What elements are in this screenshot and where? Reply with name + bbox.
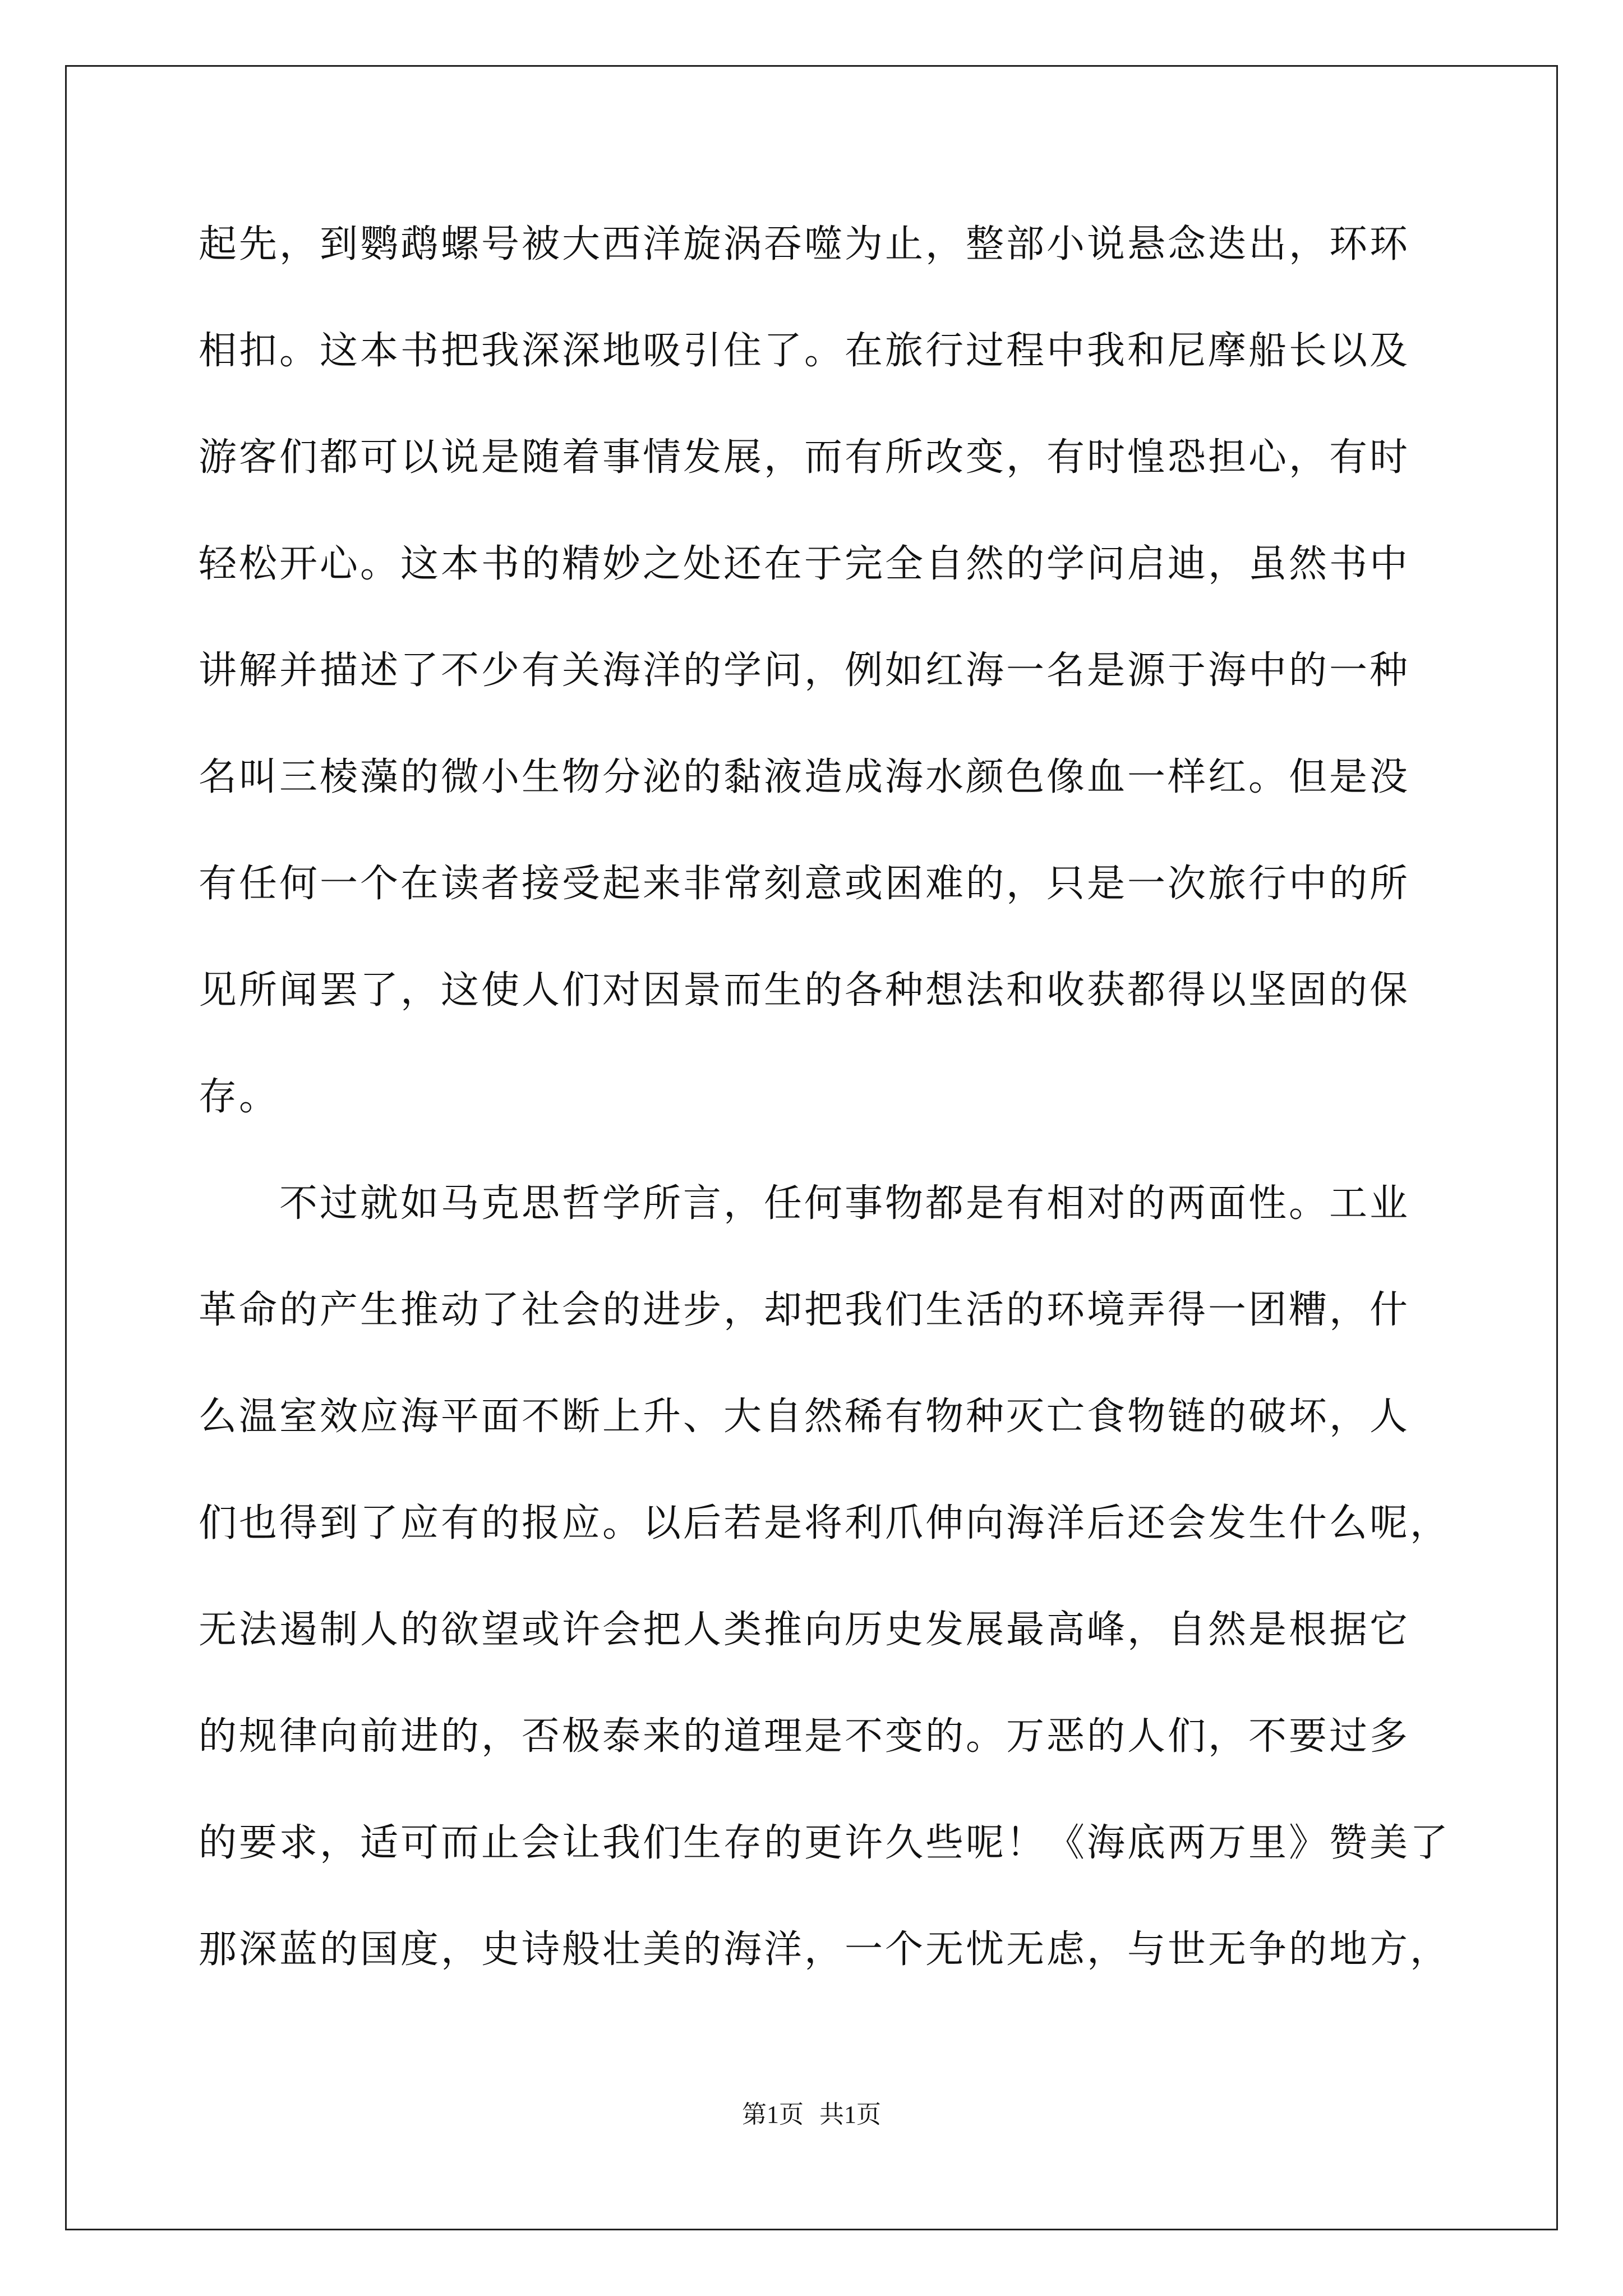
page-total: 共1页 bbox=[819, 2101, 881, 2128]
text-line: 有任何一个在读者接受起来非常刻意或困难的，只是一次旅行中的所 bbox=[199, 862, 1410, 906]
text-line: 们也得到了应有的报应。以后若是将利爪伸向海洋后还会发生什么呢， bbox=[199, 1501, 1451, 1545]
text-line: 起先，到鹦鹉螺号被大西洋旋涡吞噬为止，整部小说悬念迭出，环环 bbox=[199, 222, 1410, 266]
text-line: 相扣。这本书把我深深地吸引住了。在旅行过程中我和尼摩船长以及 bbox=[199, 329, 1410, 373]
page-number: 第1页 bbox=[742, 2101, 804, 2128]
text-line: 游客们都可以说是随着事情发展，而有所改变，有时惶恐担心，有时 bbox=[199, 435, 1410, 480]
text-line: 么温室效应海平面不断上升、大自然稀有物种灭亡食物链的破坏，人 bbox=[199, 1395, 1410, 1439]
text-line: 讲解并描述了不少有关海洋的学问，例如红海一名是源于海中的一种 bbox=[199, 648, 1410, 693]
text-line: 见所闻罢了，这使人们对因景而生的各种想法和收获都得以坚固的保 bbox=[199, 968, 1410, 1013]
page-footer bbox=[0, 2098, 1623, 2132]
text-line: 存。 bbox=[199, 1075, 280, 1119]
text-line: 的规律向前进的，否极泰来的道理是不变的。万恶的人们，不要过多 bbox=[199, 1714, 1410, 1759]
text-line: 不过就如马克思哲学所言，任何事物都是有相对的两面性。工业 bbox=[199, 1181, 1410, 1226]
page-border bbox=[65, 65, 1558, 2230]
text-line: 那深蓝的国度，史诗般壮美的海洋，一个无忧无虑，与世无争的地方， bbox=[199, 1927, 1451, 1972]
text-line: 轻松开心。这本书的精妙之处还在于完全自然的学问启迪，虽然书中 bbox=[199, 542, 1410, 586]
text-line: 的要求，适可而止会让我们生存的更许久些呢！《海底两万里》赞美了 bbox=[199, 1821, 1451, 1865]
text-line: 革命的产生推动了社会的进步，却把我们生活的环境弄得一团糟，什 bbox=[199, 1288, 1410, 1332]
text-line: 名叫三棱藻的微小生物分泌的黏液造成海水颜色像血一样红。但是没 bbox=[199, 755, 1410, 799]
text-line: 无法遏制人的欲望或许会把人类推向历史发展最高峰，自然是根据它 bbox=[199, 1608, 1410, 1652]
